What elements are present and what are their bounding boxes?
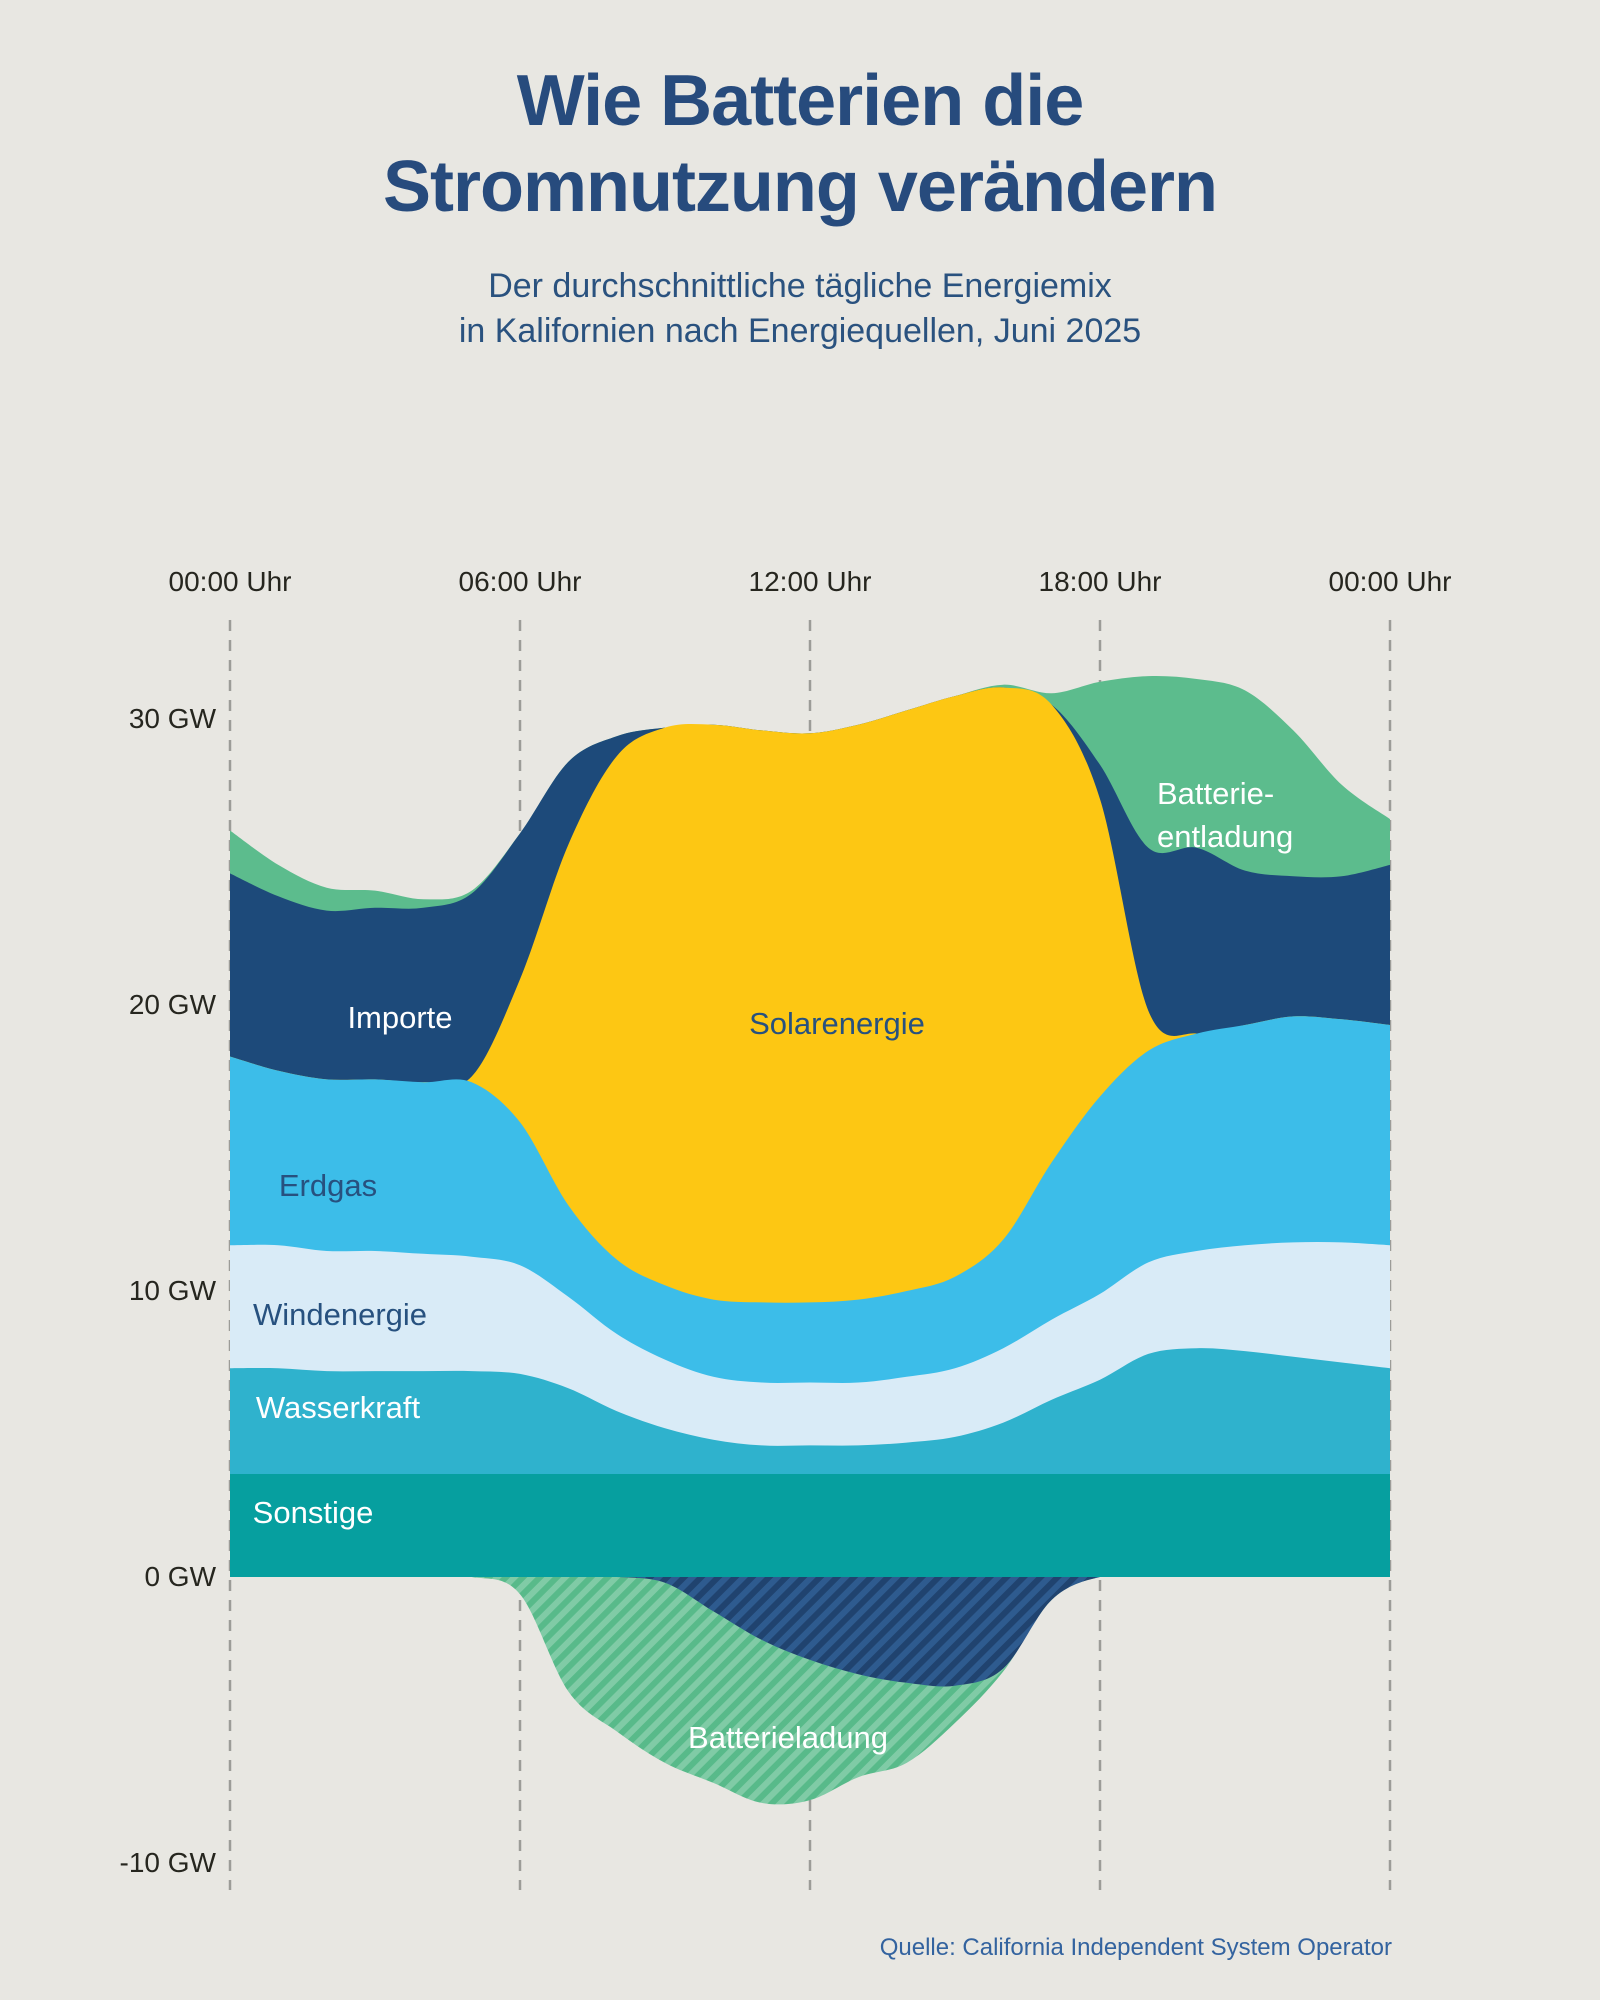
x-tick-1200: 12:00 Uhr <box>748 566 872 597</box>
band-label-wasserkraft: Wasserkraft <box>255 1390 421 1425</box>
y-tick-20gw: 20 GW <box>128 989 216 1020</box>
band-label-batterieentladung <box>1157 772 1417 858</box>
y-tick-10gw: 10 GW <box>128 1275 216 1306</box>
band-label-solarenergie: Solarenergie <box>749 1006 925 1041</box>
page-subtitle-line2: in Kalifornien nach Energiequellen, Juni 2025 <box>458 312 1142 350</box>
x-tick-0000-right: 00:00 Uhr <box>1328 566 1452 597</box>
band-label-erdgas: Erdgas <box>278 1168 378 1203</box>
x-tick-0600: 06:00 Uhr <box>458 566 582 597</box>
band-label-batterieentladung-line1: Batterie- <box>1157 776 1275 811</box>
page-title-line1: Wie Batterien die <box>516 61 1084 141</box>
y-tick-0gw: 0 GW <box>144 1561 216 1592</box>
y-tick-neg10gw: -10 GW <box>119 1847 216 1878</box>
page-subtitle-line1: Der durchschnittliche tägliche Energiemix <box>488 267 1112 305</box>
page-title-line2: Stromnutzung verändern <box>382 147 1218 227</box>
band-label-batterieladung: Batterieladung <box>688 1720 888 1755</box>
band-label-windenergie: Windenergie <box>252 1297 428 1332</box>
band-label-importe: Importe <box>347 1000 453 1035</box>
band-label-sonstige: Sonstige <box>252 1495 374 1530</box>
band-label-batterieentladung-line2: entladung <box>1157 819 1294 854</box>
negative-stack-areas <box>230 1575 1390 1804</box>
x-tick-1800: 18:00 Uhr <box>1038 566 1162 597</box>
source-attribution: Quelle: California Independent System Operator <box>879 1934 1392 1961</box>
y-tick-30gw: 30 GW <box>128 703 216 734</box>
x-tick-0000-left: 00:00 Uhr <box>168 566 292 597</box>
